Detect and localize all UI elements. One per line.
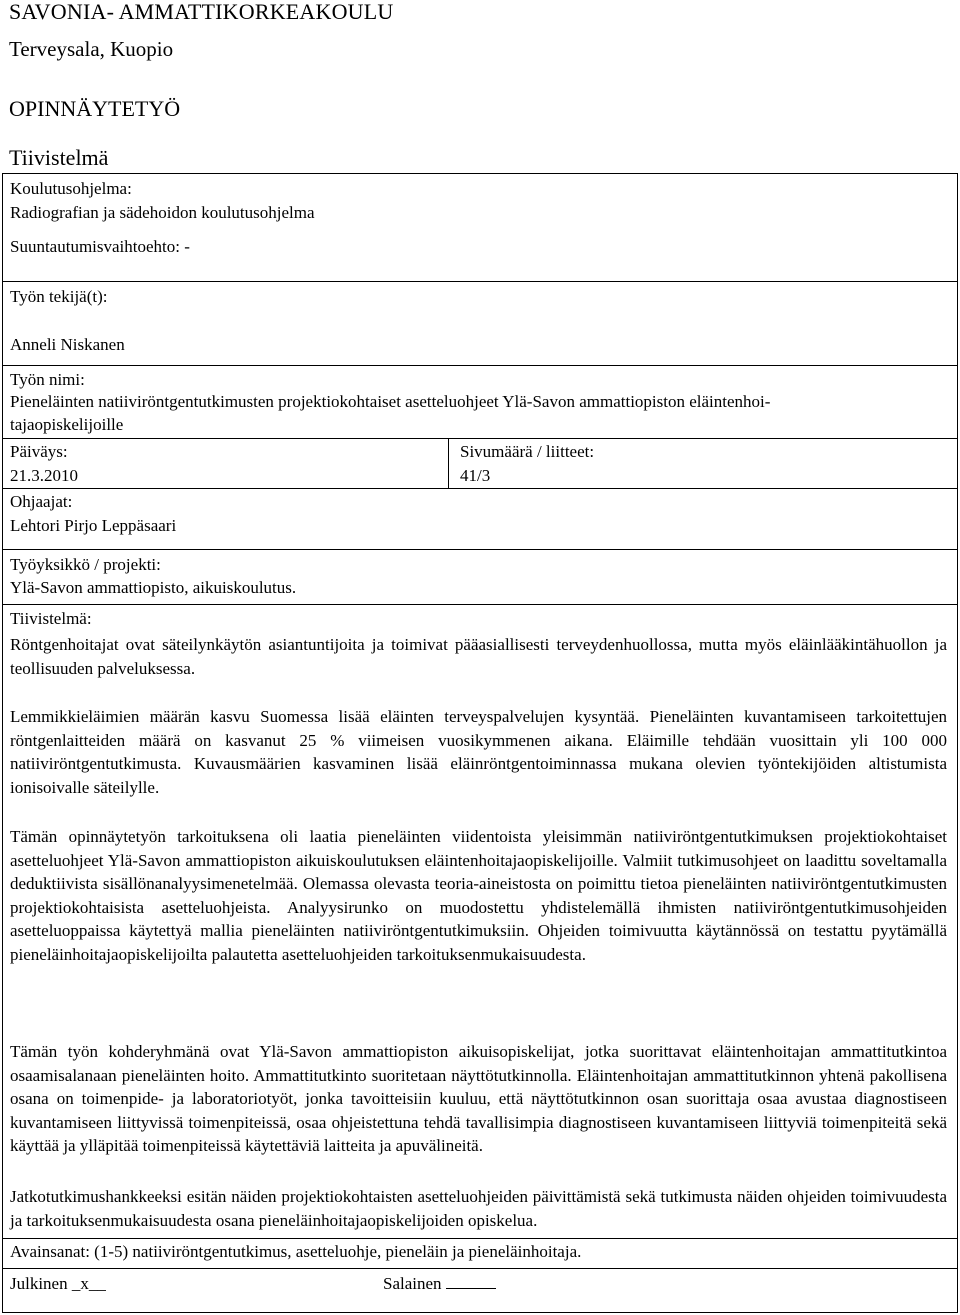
pages-cell [456,439,957,488]
abstract-paragraph: Tämän työn kohderyhmänä ovat Ylä-Savon ammattiopiston aikuisopiskelijat, jotka suorittavat eläintenhoitajan ammattitutkintoa osaamisalanaan pieneläinten hoito. Ammattitutkinto suoritetaan näyttötutkinnolla. Eläintenhoitajan ammattitutkinnon yhtenä pakollisena osana on toimenpide- ja laboratoriotyöt, jonka tavoitteisiin kuuluu, että näyttötutkinnon osan suorittaja osaa avustaa diagnostiseen kuvantamiseen liittyvissä toimenpiteissä, osaa ohjeistettuna tehdä tavallisimpia diagnostiseen kuvantamiseen liittyviä toimenpiteitä sekä käyttää ja ylläpitää toimenpiteissä käytettäviä laitteita ja apuvälineitä. [10,1042,947,1155]
column-divider [448,439,449,488]
authors-row [3,282,957,366]
unit-value: Ylä-Savon ammattiopisto, aikuiskoulutus. [10,578,297,597]
programme-row [3,174,957,282]
specialization: Suuntautumisvaihtoehto: - [10,237,190,256]
abstract-paragraph: Lemmikkieläimien määrän kasvu Suomessa lisää eläinten terveyspalvelujen kysyntää. Pieneläinten kuvantamiseen tarkoitettujen röntgenlaitteiden määrä on kasvanut 25 % viimeisen vuosikymmenen aikana. Eläimille tehdään vuosittain yli 100 000 natiiviröntgentutkimusta. Kuvausmäärien kasvaminen lisää eläinröntgentoiminnassa mukana olevien työntekijöiden altistumista ionisoivalle säteilylle. [10,707,947,797]
abstract-paragraph: Tämän opinnäytetyön tarkoituksena oli laatia pieneläinten viidentoista yleisimmän natiiviröntgentutkimuksen projektiokohtaiset asetteluohjeet Ylä-Savon ammattiopiston aikuiskoulutuksen eläintenhoitajaopiskelijoille. Valmiit tutkimusohjeet on laadittu soveltamalla deduktiivista sisällönanalyysimenetelmää. Olemassa olevasta teoria-aineistosta on poimittu tietoa pieneläinten natiiviröntgentutkimusten projektiokohtaisista asetteluohjeista. Analyysirunko on muodostettu yhdistelemällä ihmisten natiiviröntgentutkimusohjeiden asetteluoppaissa käytettyä mallia pieneläinten natiiviröntgentutkimuksiin. Ohjeiden toimivuutta käytännössä on testattu pyytämällä pieneläinhoitajaopiskelijoilta palautetta asetteluohjeiden tarkoituksenmukaisuudesta. [10,827,947,964]
date-label: Päiväys: [10,442,68,461]
confidential-field [383,1272,496,1296]
abstract-row [3,605,957,1239]
work-title-row [3,366,957,439]
institution-name: SAVONIA- AMMATTIKORKEAKOULU [9,0,394,24]
unit-label: Työyksikkö / projekti: [10,555,161,574]
work-title-line-2: tajaopiskelijoille [10,415,124,434]
confidential-blank [446,1274,496,1289]
department-name: Terveysala, Kuopio [9,37,174,61]
supervisors-value: Lehtori Pirjo Leppäsaari [10,516,177,535]
authors-value: Anneli Niskanen [10,335,125,354]
abstract-form-table [2,173,958,1313]
programme-label: Koulutusohjelma: [10,179,132,198]
public-label: Julkinen _x__ [10,1274,106,1293]
abstract-paragraph: Röntgenhoitajat ovat säteilynkäytön asiantuntijoita ja toimivat pääasiallisesti terveydenhuollossa, mutta myös eläinlääkintähuollon ja teollisuuden palveluksessa. [10,635,947,678]
date-value: 21.3.2010 [10,466,78,485]
supervisors-label: Ohjaajat: [10,492,73,511]
authors-label: Työn tekijä(t): [10,287,108,306]
keywords-row [3,1239,957,1269]
document-type: OPINNÄYTETYÖ [9,96,181,121]
keywords: Avainsanat: (1-5) natiiviröntgentutkimus, asetteluohje, pieneläin ja pieneläinhoitaja. [10,1242,582,1261]
abstract-paragraph: Jatkotutkimushankkeeksi esitän näiden projektiokohtaisten asetteluohjeiden päivittämistä sekä tutkimusta näiden ohjeiden toimivuudesta ja tarkoituksenmukaisuudesta osana pieneläinhoitajaopiskelijoiden opiskelua. [10,1187,947,1230]
supervisors-row [3,489,957,550]
pages-value: 41/3 [460,466,491,485]
pages-label: Sivumäärä / liitteet: [460,442,595,461]
unit-row [3,550,957,605]
abstract-label: Tiivistelmä: [10,609,92,628]
confidential-label: Salainen [383,1274,442,1293]
section-title: Tiivistelmä [9,145,109,170]
work-title-line-1: Pieneläinten natiiviröntgentutkimusten projektiokohtaiset asetteluohjeet Ylä-Savon ammattiopiston eläintenhoi- [10,392,771,411]
work-title-label: Työn nimi: [10,370,85,389]
programme-value: Radiografian ja sädehoidon koulutusohjelma [10,203,315,222]
classification-row [3,1269,957,1312]
date-cell [3,439,448,488]
date-pages-row [3,439,957,489]
